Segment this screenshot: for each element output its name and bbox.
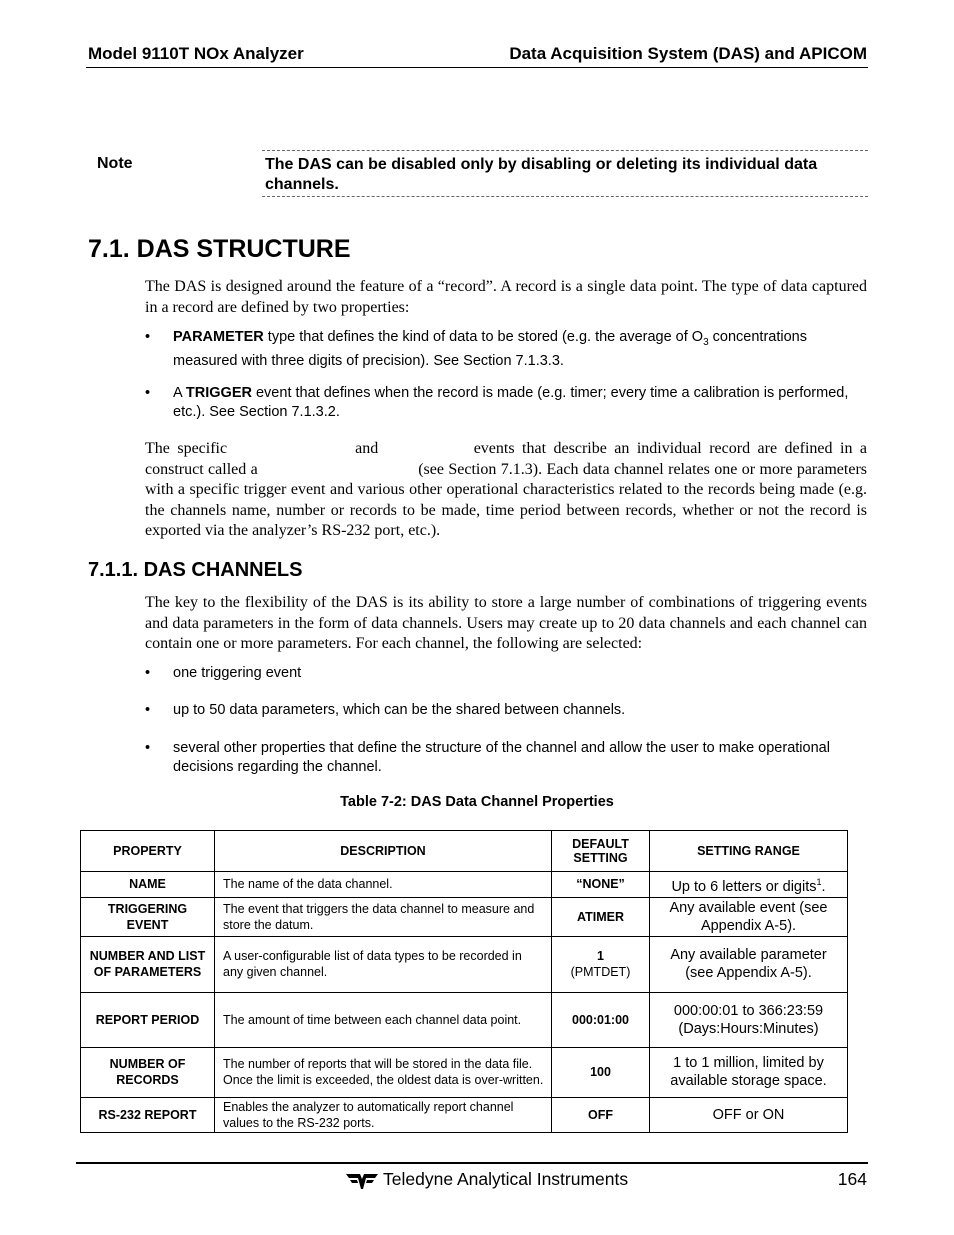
bullet-icon: • xyxy=(145,740,151,756)
bullet-text: several other properties that define the structure of the channel and allow the user to make operational decisions regarding the channel. xyxy=(173,740,830,775)
bullet-text: up to 50 data parameters, which can be the shared between channels. xyxy=(173,702,626,718)
cell-range: Any available parameter (see Appendix A-5). xyxy=(650,936,848,992)
header-rule xyxy=(86,67,868,68)
bullet-text xyxy=(173,384,867,421)
table-caption: Table 7-2: DAS Data Channel Properties xyxy=(340,794,614,810)
table-row xyxy=(81,897,848,936)
cell-property: NUMBER OF RECORDS xyxy=(81,1047,215,1097)
note-label: Note xyxy=(97,155,133,172)
cell-default xyxy=(552,897,650,936)
note-bottom-divider xyxy=(262,196,868,197)
cell-property: NAME xyxy=(81,872,215,898)
bullet-icon: • xyxy=(145,385,151,401)
bullet-bold: TRIGGER xyxy=(185,385,252,401)
cell-description: Enables the analyzer to automatically report channel values to the RS-232 ports. xyxy=(215,1097,552,1132)
teledyne-logo-icon-graphic xyxy=(345,1171,379,1191)
note-line-2: channels. xyxy=(265,176,339,193)
bullet-icon: • xyxy=(145,702,151,718)
cell-description: A user-configurable list of data types to be recorded in any given channel. xyxy=(215,936,552,992)
bullet-icon: • xyxy=(145,329,151,345)
header-chapter: Data Acquisition System (DAS) and APICOM xyxy=(509,44,867,63)
table-header-row xyxy=(81,831,848,872)
bullet-text xyxy=(173,328,867,371)
note-line-1: The DAS can be disabled only by disabling or deleting its individual data xyxy=(265,156,818,173)
bullet-icon: • xyxy=(145,665,151,681)
cell-property: TRIGGERING EVENT xyxy=(81,897,215,936)
para-fragment: The specific xyxy=(145,440,228,457)
list-item xyxy=(145,701,867,720)
bullet-text: one triggering event xyxy=(173,665,302,681)
range-tail: . xyxy=(821,878,826,895)
note-top-divider xyxy=(262,150,868,151)
column-header: PROPERTY xyxy=(81,831,215,872)
para-fragment: and xyxy=(355,440,379,457)
cell-default xyxy=(552,992,650,1047)
default-value: 000:01:00 xyxy=(572,1012,629,1027)
cell-description: The number of reports that will be stored in the data file. Once the limit is exceeded, the oldest data is over-written. xyxy=(215,1047,552,1097)
header-model: Model 9110T NOx Analyzer xyxy=(88,44,304,63)
default-value: OFF xyxy=(588,1107,613,1122)
table-row xyxy=(81,992,848,1047)
list-item xyxy=(145,384,867,421)
cell-range: 1 to 1 million, limited by available storage space. xyxy=(650,1047,848,1097)
cell-property: REPORT PERIOD xyxy=(81,992,215,1047)
cell-default xyxy=(552,936,650,992)
range-value: Up to 6 letters or digits xyxy=(671,878,817,895)
bullet-bold: PARAMETER xyxy=(173,329,264,345)
list-item xyxy=(145,739,867,776)
list-item xyxy=(145,328,867,371)
note-text xyxy=(265,155,870,195)
cell-default xyxy=(552,1047,650,1097)
cell-range xyxy=(650,872,848,898)
list-item xyxy=(145,664,867,683)
para-fragment: events that describe an individual record are defined in a construct called a xyxy=(145,440,868,478)
cell-range: OFF or ON xyxy=(650,1097,848,1132)
table-row xyxy=(81,872,848,898)
cell-range: 000:00:01 to 366:23:59 (Days:Hours:Minutes) xyxy=(650,992,848,1047)
default-subvalue: (PMTDET) xyxy=(570,965,631,980)
bullet-text-a: A xyxy=(173,385,186,401)
para-fragment: (see Section 7.1.3). Each data channel relates one or more parameters with a specific trigger event and various other operational characteristics related to the records being made (e.g. the channels name, number or records to be made, time period between records, whether or not the record is exported via the analyzer’s RS-232 port, etc.). xyxy=(145,460,868,539)
cell-description: The event that triggers the data channel to measure and store the datum. xyxy=(215,897,552,936)
teledyne-logo-icon xyxy=(345,1171,379,1196)
table-row xyxy=(81,1097,848,1132)
default-value: ATIMER xyxy=(577,909,624,924)
properties-table xyxy=(80,830,848,1133)
subsection-title: 7.1.1. DAS CHANNELS xyxy=(88,559,303,581)
section-intro: The DAS is designed around the feature of a “record”. A record is a single data point. The type of data captured in a record are defined by two properties: xyxy=(145,278,867,316)
subscript: 3 xyxy=(703,336,709,348)
footer-company: Teledyne Analytical Instruments xyxy=(383,1169,629,1189)
footnote-mark: 1 xyxy=(816,877,822,887)
column-header: DEFAULT SETTING xyxy=(552,831,650,872)
table-row xyxy=(81,936,848,992)
page-number: 164 xyxy=(837,1169,867,1189)
bullet-text-a: type that defines the kind of data to be stored (e.g. the average of O xyxy=(263,329,704,345)
cell-property: RS-232 REPORT xyxy=(81,1097,215,1132)
bullet-text-b: concentrations measured with three digits of precision). See Section 7.1.3.3. xyxy=(173,329,807,370)
column-header: DESCRIPTION xyxy=(215,831,552,872)
cell-property: NUMBER AND LIST OF PARAMETERS xyxy=(81,936,215,992)
cell-description: The amount of time between each channel data point. xyxy=(215,992,552,1047)
bullet-text-b: event that defines when the record is made (e.g. timer; every time a calibration is performed, etc.). See Section 7.1.3.2. xyxy=(173,385,849,420)
table-row xyxy=(81,1047,848,1097)
cell-description: The name of the data channel. xyxy=(215,872,552,898)
footer-rule xyxy=(76,1162,868,1164)
default-value: “NONE” xyxy=(576,877,625,892)
cell-default xyxy=(552,872,650,898)
column-header: SETTING RANGE xyxy=(650,831,848,872)
cell-range: Any available event (see Appendix A-5). xyxy=(650,897,848,936)
default-value: 100 xyxy=(590,1065,611,1080)
section-title: 7.1. DAS STRUCTURE xyxy=(88,235,351,263)
subsection-paragraph: The key to the flexibility of the DAS is its ability to store a large number of combinations of triggering events and data parameters in the form of data channels. Users may create up to 20 data channels and each channel can contain one or more parameters. For each channel, the following are selected: xyxy=(145,594,867,652)
default-value: 1 xyxy=(597,949,604,964)
cell-default xyxy=(552,1097,650,1132)
section-paragraph-2 xyxy=(145,439,867,542)
